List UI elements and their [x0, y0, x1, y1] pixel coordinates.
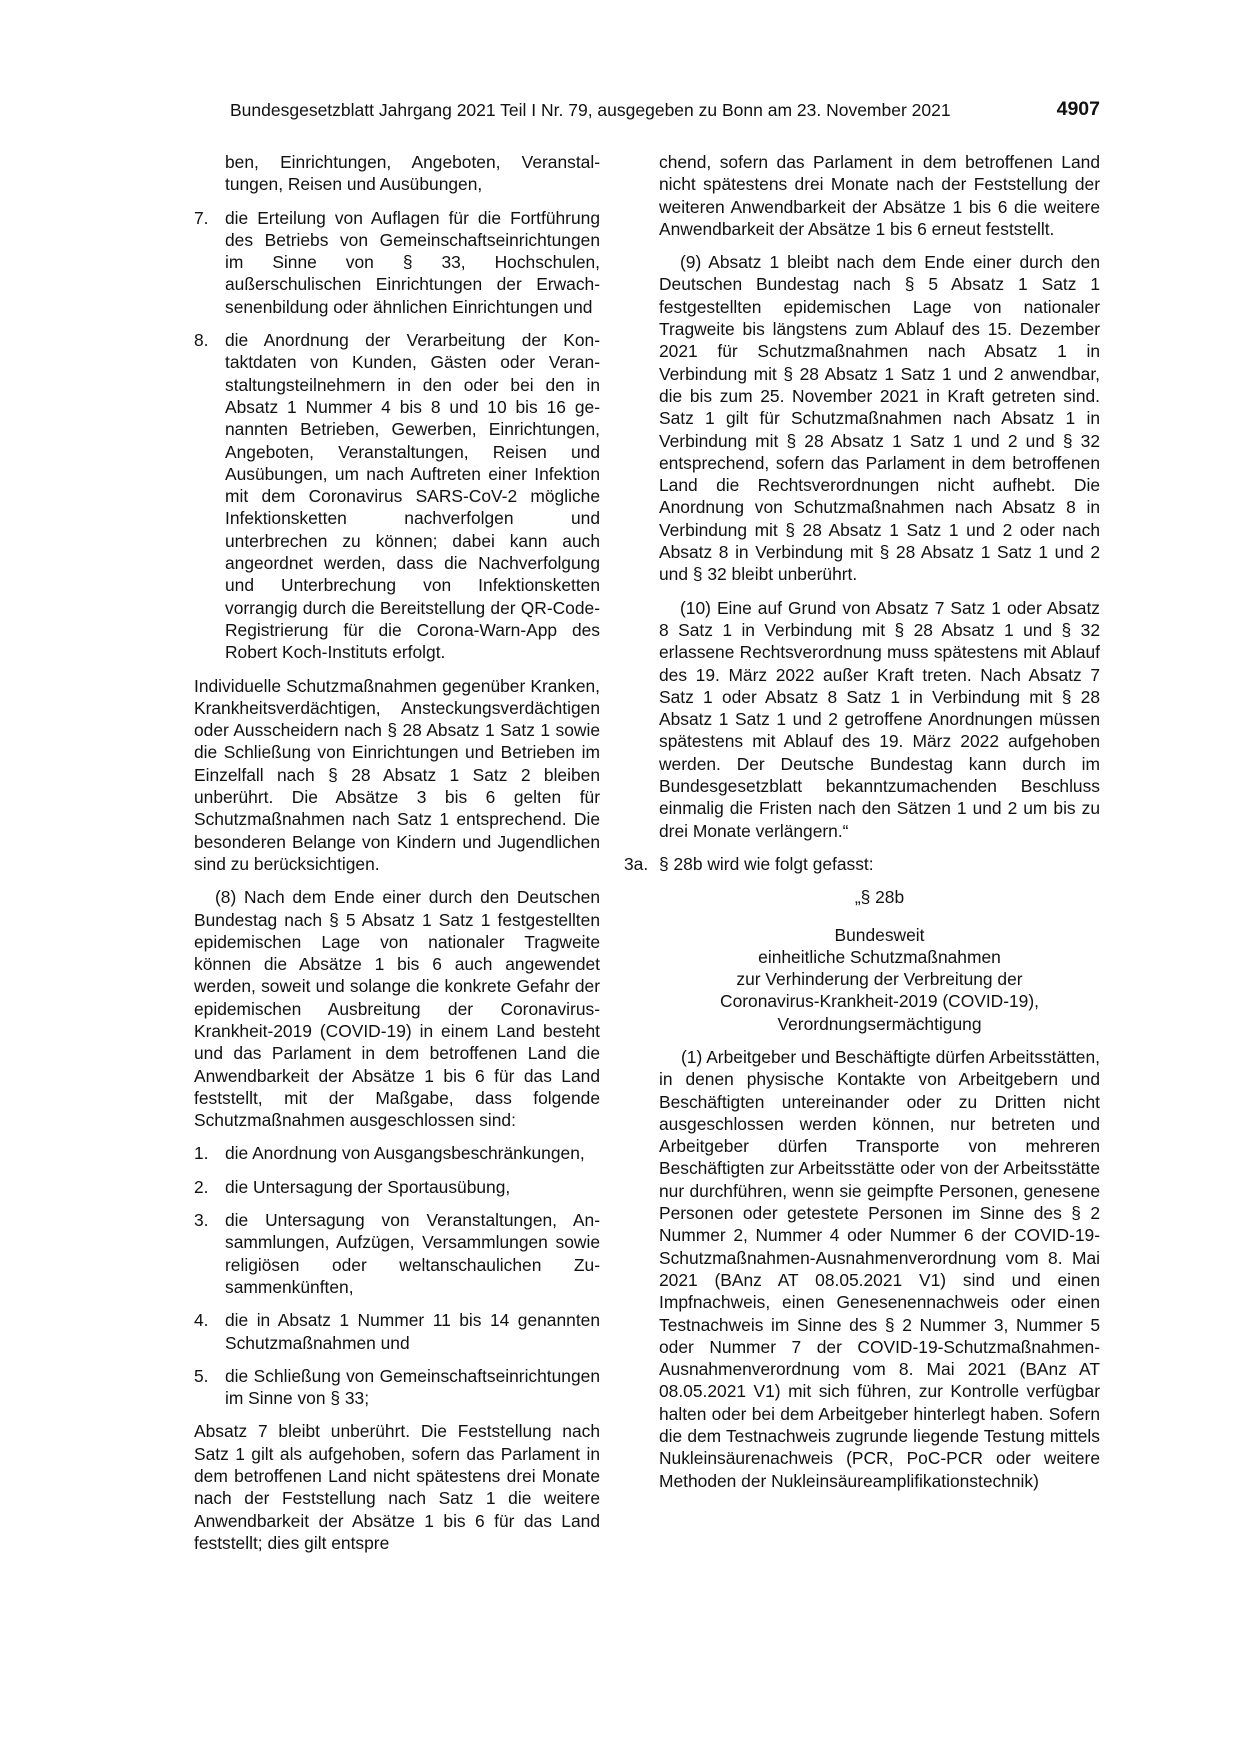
exclusion-item-4	[194, 1309, 600, 1354]
amendment-item-3a	[624, 853, 1100, 875]
continued-item-text: ben, Einrichtungen, Angeboten, Veranstaltungen, Reisen und Ausübungen,	[225, 152, 600, 195]
list-item-number: 7.	[194, 207, 209, 228]
list-item-text: die in Absatz 1 Nummer 11 bis 14 genannten Schutzmaßnahmen und	[225, 1310, 600, 1353]
paragraph-10: (10) Eine auf Grund von Absatz 7 Satz 1 oder Absatz 8 Satz 1 in Verbindung mit § 28 Absatz 1 und § 32 erlassene Rechtsverordnung muss spätestens mit Ablauf des 19. März 2022 außer Kraft treten. Nach Absatz 7 Satz 1 oder Absatz 8 Satz 1 in Verbindung mit § 28 Absatz 1 Satz 1 und 2 getroffene Anordnungen müssen spätestens mit Ablauf des 19. März 2022 aufgehoben werden. Der Deutsche Bundestag kann durch im Bundesgesetzblatt bekanntzumachenden Beschluss einmalig die Fristen nach den Sätzen 1 und 2 um bis zu drei Monate verlängern.“	[659, 597, 1100, 841]
paragraph-8: (8) Nach dem Ende einer durch den Deutschen Bundestag nach § 5 Absatz 1 Satz 1 festgestellten epidemischen Lage von nationaler Tragweite können die Absätze 1 bis 6 auch angewendet werden, soweit und solange die konkrete Gefahr der epidemischen Ausbreitung der Coronavirus-Krankheit-2019 (COVID-19) in einem Land besteht und das Parlament in dem betroffenen Land die Anwendbarkeit der Absätze 1 bis 6 für das Land feststellt, mit der Maßgabe, dass folgende Schutzmaßnahmen ausgeschlossen sind:	[194, 887, 600, 1131]
list-item-number: 4.	[194, 1310, 209, 1331]
list-item-number: 5.	[194, 1365, 209, 1386]
amendment-text: § 28b wird wie folgt gefasst:	[659, 853, 874, 874]
exclusion-item-3	[194, 1209, 600, 1298]
heading-line: zur Verhinderung der Verbreitung der	[736, 969, 1023, 990]
section-heading	[659, 924, 1100, 1035]
heading-line: Verordnungsermächtigung	[777, 1013, 982, 1034]
paragraph-28b-1: (1) Arbeitgeber und Beschäftigte dürfen Arbeitsstätten, in denen physische Kontakte von Arbeitgebern und Beschäftigten untereinander oder zu Dritten nicht ausgeschlossen werden können, nur betreten und Arbeitgeber dürfen Transporte von mehreren Beschäftigten zur Arbeitsstätte oder von der Arbeitsstätte nur durchführen, wenn sie geimpfte Personen, genesene Personen oder getestete Personen im Sinne des § 2 Nummer 2, Nummer 4 oder Nummer 6 der COVID-19-Schutzmaßnahmen-Ausnahmenverordnung vom 8. Mai 2021 (BAnz AT 08.05.2021 V1) sind und einen Impfnachweis, einen Genesenennachweis oder einen Testnachweis im Sinne des § 2 Nummer 3, Nummer 5 oder Nummer 7 der COVID-19-Schutzmaßnahmen-Ausnahmenverordnung vom 8. Mai 2021 (BAnz AT 08.05.2021 V1) mit sich führen, zur Kontrolle verfügbar halten oder bei dem Arbeitgeber hinterlegt haben. Sofern die dem Testnachweis zugrunde liegende Testung mittels Nukleinsäurenachweis (PCR, PoC-PCR oder weitere Methoden der Nukleinsäureamplifikationstechnik)	[659, 1046, 1100, 1491]
paragraph-9: (9) Absatz 1 bleibt nach dem Ende einer durch den Deutschen Bundestag nach § 5 Absatz 1 Satz 1 festgestellten epidemischen Lage von nationaler Tragweite bis längstens zum Ablauf des 15. Dezember 2021 für Schutzmaßnahmen nach Absatz 1 in Verbindung mit § 28 Absatz 1 Satz 1 und 2 anwendbar, die bis zum 25. November 2021 in Kraft getreten sind. Satz 1 gilt für Schutzmaßnahmen nach Absatz 1 in Verbindung mit § 28 Absatz 1 Satz 1 und 2 und § 32 entsprechend, sofern das Parlament in dem betroffenen Land die Rechtsverordnungen nicht aufhebt. Die Anordnung von Schutzmaßnahmen nach Absatz 8 in Verbindung mit § 28 Absatz 1 Satz 1 und 2 oder nach Absatz 8 in Verbindung mit § 28 Absatz 1 Satz 1 und 2 und § 32 bleibt unberührt.	[659, 252, 1100, 585]
list-item-text: die Schließung von Gemeinschaftseinrichtungen im Sinne von § 33;	[225, 1365, 600, 1409]
list-item-7	[194, 207, 600, 318]
page-number: 4907	[1056, 98, 1100, 120]
exclusion-item-2	[194, 1176, 600, 1198]
exclusion-item-5	[194, 1365, 600, 1410]
paragraph-absatz-7: Absatz 7 bleibt unberührt. Die Feststellung nach Satz 1 gilt als aufgehoben, sofern das Parlament in dem betroffenen Land nicht spätestens drei Monate nach der Feststellung nach Satz 1 die weitere Anwendbarkeit der Absätze 1 bis 6 für das Land feststellt; dies gilt entspre	[194, 1421, 600, 1553]
list-item-number: 8.	[194, 330, 209, 351]
heading-line: einheitliche Schutzmaßnahmen	[758, 946, 1001, 967]
paragraph-continuation: chend, sofern das Parlament in dem betroffenen Land nicht spätestens drei Monate nach der Feststellung der weiteren Anwendbarkeit der Absätze 1 bis 6 die weitere Anwendbarkeit der Absätze 1 bis 6 erneut feststellt.	[659, 152, 1100, 239]
list-item-text: die Erteilung von Auflagen für die Fortführung des Betriebs von Gemeinschaftseinrichtungen im Sinne von § 33, Hochschulen, außerschulischen Einrichtungen der Erwachsenenbildung oder ähnlichen Einrichtungen und	[225, 207, 600, 317]
paragraph-individual-measures: Individuelle Schutzmaßnahmen gegenüber Kranken, Krankheitsverdächtigen, Ansteckungsverdächtigen oder Ausscheidern nach § 28 Absatz 1 Satz 1 sowie die Schließung von Einrichtungen und Betrieben im Einzelfall nach § 28 Absatz 1 Satz 2 bleiben unberührt. Die Absätze 3 bis 6 gelten für Schutzmaßnahmen nach Satz 1 entsprechend. Die besonderen Belange von Kindern und Jugendlichen sind zu berücksichtigen.	[194, 675, 600, 874]
amendment-number: 3a.	[624, 853, 649, 874]
heading-line: Bundesweit	[834, 924, 925, 945]
list-item-text: die Untersagung der Sportausübung,	[225, 1176, 511, 1197]
section-label: „§ 28b	[854, 887, 905, 908]
list-item-text: die Anordnung der Verarbeitung der Kontaktdaten von Kunden, Gästen oder Veranstaltungsteilnehmern in den oder bei den in Absatz 1 Nummer 4 bis 8 und 10 bis 16 genannten Betrieben, Gewerben, Einrichtungen, Angeboten, Veranstaltungen, Reisen und Ausübungen, um nach Auftreten einer Infektion mit dem Coronavirus SARS-CoV-2 mögliche Infektionsketten nachverfolgen und unterbrechen zu können; dabei kann auch angeordnet werden, dass die Nachverfolgung und Unterbrechung von Infektionsketten vorrangig durch die Bereitstellung der QR-Code-Registrierung für die Corona-Warn-App des Robert Koch-Instituts erfolgt.	[225, 330, 600, 663]
page-header	[230, 100, 1100, 126]
list-item-text: die Untersagung von Veranstaltungen, Ansammlungen, Aufzügen, Versammlungen sowie religiösen oder weltanschaulichen Zusammenkünften,	[225, 1210, 600, 1297]
list-item-text: die Anordnung von Ausgangsbeschränkungen,	[225, 1143, 585, 1164]
left-column	[194, 151, 600, 1554]
exclusion-item-1	[194, 1142, 600, 1164]
list-item-8	[194, 329, 600, 663]
right-column	[624, 151, 1100, 1492]
list-item-number: 2.	[194, 1176, 209, 1197]
heading-line: Coronavirus-Krankheit-2019 (COVID-19),	[720, 991, 1039, 1012]
list-item-number: 3.	[194, 1210, 209, 1231]
list-item-number: 1.	[194, 1143, 209, 1164]
gazette-title: Bundesgesetzblatt Jahrgang 2021 Teil I Nr. 79, ausgegeben zu Bonn am 23. November 2021	[230, 100, 951, 120]
